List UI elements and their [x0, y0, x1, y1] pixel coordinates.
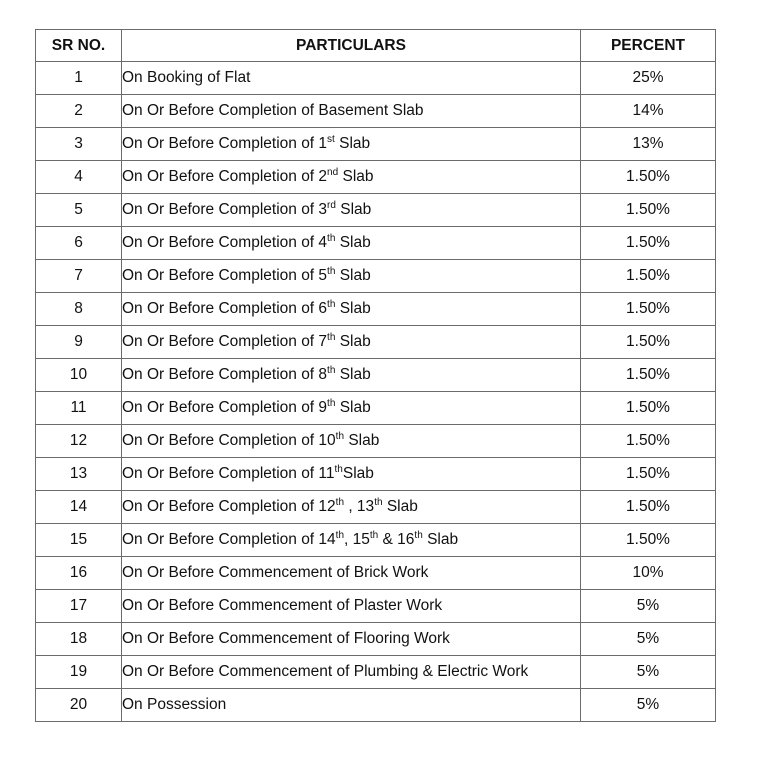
table-row: [36, 359, 716, 392]
particulars-text: On Or Before Commencement of Brick Work: [122, 564, 429, 581]
particulars-text: On Or Before Completion of 9: [122, 399, 328, 416]
particulars-text: On Possession: [122, 696, 227, 713]
sr-no-cell: 20: [36, 689, 122, 722]
sr-no-cell: 5: [36, 194, 122, 227]
particulars-text: On Or Before Completion of 14: [122, 531, 336, 548]
particulars-text: Slab: [342, 465, 374, 482]
sr-no-cell: 7: [36, 260, 122, 293]
particulars-text: Slab: [335, 201, 372, 218]
particulars-cell: [122, 557, 581, 590]
percent-cell: 1.50%: [581, 194, 716, 227]
sr-no-cell: 10: [36, 359, 122, 392]
sr-no-cell: 17: [36, 590, 122, 623]
particulars-text: Slab: [338, 168, 374, 185]
ordinal-suffix: th: [374, 497, 383, 508]
particulars-cell: [122, 260, 581, 293]
ordinal-suffix: th: [327, 266, 336, 277]
ordinal-suffix: th: [414, 530, 423, 541]
table-row: [36, 524, 716, 557]
particulars-text: On Booking of Flat: [122, 69, 251, 86]
sr-no-cell: 19: [36, 656, 122, 689]
particulars-text: On Or Before Completion of 6: [122, 300, 328, 317]
table-row: [36, 161, 716, 194]
sr-no-cell: 13: [36, 458, 122, 491]
particulars-cell: [122, 293, 581, 326]
particulars-text: & 16: [378, 531, 415, 548]
sr-no-cell: 15: [36, 524, 122, 557]
table-row: [36, 62, 716, 95]
particulars-text: Slab: [335, 234, 371, 251]
ordinal-suffix: th: [327, 233, 336, 244]
sr-no-cell: 9: [36, 326, 122, 359]
particulars-text: Slab: [344, 432, 380, 449]
sr-no-cell: 18: [36, 623, 122, 656]
particulars-cell: [122, 62, 581, 95]
particulars-text: Slab: [335, 366, 371, 383]
particulars-text: On Or Before Completion of 10: [122, 432, 336, 449]
particulars-cell: [122, 623, 581, 656]
table-row: [36, 458, 716, 491]
particulars-text: On Or Before Completion of Basement Slab: [122, 102, 424, 119]
particulars-text: , 13: [344, 498, 375, 515]
particulars-text: On Or Before Completion of 2: [122, 168, 328, 185]
percent-cell: 1.50%: [581, 359, 716, 392]
table-row: [36, 425, 716, 458]
particulars-cell: [122, 656, 581, 689]
particulars-text: , 15: [344, 531, 370, 548]
percent-cell: 5%: [581, 590, 716, 623]
particulars-cell: [122, 392, 581, 425]
sr-no-cell: 2: [36, 95, 122, 128]
particulars-text: Slab: [382, 498, 418, 515]
particulars-cell: [122, 458, 581, 491]
particulars-text: Slab: [422, 531, 459, 548]
particulars-text: Slab: [334, 135, 371, 152]
particulars-cell: [122, 689, 581, 722]
percent-cell: 10%: [581, 557, 716, 590]
table-row: [36, 293, 716, 326]
percent-cell: 5%: [581, 689, 716, 722]
table-row: [36, 623, 716, 656]
particulars-text: On Or Before Completion of 8: [122, 366, 328, 383]
payment-schedule-table: [35, 29, 716, 722]
particulars-cell: [122, 326, 581, 359]
percent-cell: 1.50%: [581, 326, 716, 359]
particulars-cell: [122, 524, 581, 557]
table-row: [36, 392, 716, 425]
percent-cell: 1.50%: [581, 227, 716, 260]
ordinal-suffix: th: [334, 464, 343, 475]
ordinal-suffix: th: [335, 497, 345, 508]
particulars-text: On Or Before Completion of 7: [122, 333, 328, 350]
percent-cell: 1.50%: [581, 524, 716, 557]
particulars-text: On Or Before Completion of 3: [122, 201, 328, 218]
ordinal-suffix: st: [327, 134, 335, 145]
particulars-text: Slab: [335, 267, 371, 284]
sr-no-cell: 4: [36, 161, 122, 194]
table-row: [36, 326, 716, 359]
sr-no-cell: 11: [36, 392, 122, 425]
ordinal-suffix: th: [327, 365, 336, 376]
percent-cell: 1.50%: [581, 293, 716, 326]
percent-cell: 1.50%: [581, 458, 716, 491]
ordinal-suffix: rd: [327, 200, 336, 211]
ordinal-suffix: th: [327, 299, 336, 310]
particulars-cell: [122, 95, 581, 128]
particulars-text: On Or Before Completion of 1: [122, 135, 328, 152]
sr-no-cell: 1: [36, 62, 122, 95]
table-row: [36, 227, 716, 260]
particulars-text: On Or Before Completion of 5: [122, 267, 328, 284]
particulars-text: On Or Before Completion of 12: [122, 498, 336, 515]
particulars-text: On Or Before Completion of 11: [122, 465, 335, 482]
table-row: [36, 491, 716, 524]
particulars-text: Slab: [335, 333, 371, 350]
particulars-text: Slab: [335, 399, 371, 416]
sr-no-cell: 12: [36, 425, 122, 458]
particulars-cell: [122, 590, 581, 623]
percent-cell: 1.50%: [581, 161, 716, 194]
particulars-cell: [122, 161, 581, 194]
percent-cell: 1.50%: [581, 425, 716, 458]
header-percent: PERCENT: [581, 30, 716, 62]
sr-no-cell: 16: [36, 557, 122, 590]
percent-cell: 5%: [581, 656, 716, 689]
ordinal-suffix: th: [327, 398, 336, 409]
table-row: [36, 194, 716, 227]
table-header-row: [36, 30, 716, 62]
percent-cell: 5%: [581, 623, 716, 656]
ordinal-suffix: th: [335, 530, 345, 541]
particulars-text: On Or Before Completion of 4: [122, 234, 328, 251]
ordinal-suffix: th: [327, 332, 336, 343]
ordinal-suffix: th: [335, 431, 345, 442]
particulars-cell: [122, 491, 581, 524]
particulars-cell: [122, 194, 581, 227]
particulars-cell: [122, 425, 581, 458]
percent-cell: 1.50%: [581, 392, 716, 425]
percent-cell: 1.50%: [581, 260, 716, 293]
table-row: [36, 656, 716, 689]
sr-no-cell: 6: [36, 227, 122, 260]
sr-no-cell: 8: [36, 293, 122, 326]
header-particulars: PARTICULARS: [122, 30, 581, 62]
sr-no-cell: 14: [36, 491, 122, 524]
table-row: [36, 689, 716, 722]
percent-cell: 14%: [581, 95, 716, 128]
table-row: [36, 557, 716, 590]
particulars-cell: [122, 128, 581, 161]
percent-cell: 25%: [581, 62, 716, 95]
sr-no-cell: 3: [36, 128, 122, 161]
ordinal-suffix: nd: [327, 167, 339, 178]
particulars-text: On Or Before Commencement of Plaster Work: [122, 597, 443, 614]
ordinal-suffix: th: [369, 530, 379, 541]
table-row: [36, 95, 716, 128]
particulars-cell: [122, 359, 581, 392]
percent-cell: 13%: [581, 128, 716, 161]
header-sr-no: SR NO.: [36, 30, 122, 62]
table-row: [36, 260, 716, 293]
particulars-text: Slab: [335, 300, 371, 317]
particulars-text: On Or Before Commencement of Flooring Work: [122, 630, 450, 647]
table-row: [36, 128, 716, 161]
table-row: [36, 590, 716, 623]
percent-cell: 1.50%: [581, 491, 716, 524]
particulars-cell: [122, 227, 581, 260]
particulars-text: On Or Before Commencement of Plumbing & Electric Work: [122, 663, 529, 680]
table-body: [36, 62, 716, 722]
